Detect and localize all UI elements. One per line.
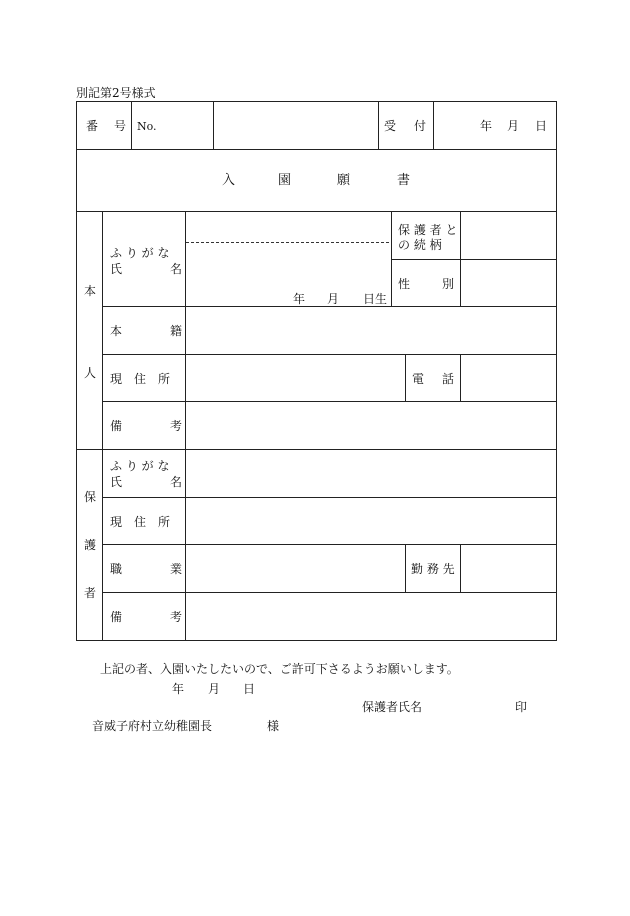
guardian-remarks-label-2: 考 bbox=[170, 610, 183, 624]
birth-year-label: 年 bbox=[293, 292, 306, 306]
applicant-remarks-field[interactable] bbox=[188, 404, 554, 447]
domicile-label-1: 本 bbox=[110, 324, 123, 338]
guardian-signature-field[interactable] bbox=[425, 696, 510, 716]
guardian-furigana-label: ふ り が な bbox=[110, 459, 170, 473]
occupation-label-1: 職 bbox=[110, 562, 123, 576]
applicant-name-label-2: 名 bbox=[170, 262, 183, 276]
phone-field[interactable] bbox=[463, 357, 553, 399]
gender-label-2: 別 bbox=[442, 277, 455, 291]
workplace-field[interactable] bbox=[463, 547, 553, 590]
applicant-address-field[interactable] bbox=[188, 357, 403, 399]
phone-label-1: 電 bbox=[412, 372, 425, 386]
gender-label-1: 性 bbox=[398, 277, 411, 291]
occupation-label-2: 業 bbox=[170, 562, 183, 576]
received-label-2: 付 bbox=[414, 119, 427, 133]
birth-day-label: 日生 bbox=[363, 292, 388, 306]
guardian-remarks-field[interactable] bbox=[188, 595, 554, 638]
applicant-furigana-field[interactable] bbox=[188, 214, 388, 240]
addressee: 音威子府村立幼稚園長 bbox=[92, 719, 213, 733]
guardian-remarks-label-1: 備 bbox=[110, 610, 123, 624]
relation-label-2: の 続 柄 bbox=[398, 238, 442, 252]
birth-month-label: 月 bbox=[327, 292, 340, 306]
domicile-field[interactable] bbox=[188, 309, 554, 352]
guardian-group-label-3: 者 bbox=[84, 586, 97, 600]
guardian-name-field[interactable] bbox=[188, 452, 554, 495]
honorific: 様 bbox=[267, 719, 280, 733]
relation-field[interactable] bbox=[463, 214, 553, 257]
number-label-1: 番 bbox=[86, 119, 99, 133]
phone-label-2: 話 bbox=[442, 372, 455, 386]
guardian-name-label-2: 名 bbox=[170, 475, 183, 489]
applicant-name-label-1: 氏 bbox=[110, 262, 123, 276]
domicile-label-2: 籍 bbox=[170, 324, 183, 338]
seal-label: 印 bbox=[515, 700, 528, 714]
statement: 上記の者、入園いたしたいので、ご許可下さるようお願いします。 bbox=[100, 662, 459, 676]
title-char-4: 書 bbox=[397, 173, 411, 188]
occupation-field[interactable] bbox=[188, 547, 403, 590]
applicant-remarks-label-1: 備 bbox=[110, 419, 123, 433]
received-month-label: 月 bbox=[507, 119, 520, 133]
applicant-address-label: 現 住 所 bbox=[110, 372, 171, 386]
guardian-group-label-1: 保 bbox=[84, 490, 97, 504]
guardian-name-signature-label: 保護者氏名 bbox=[362, 700, 423, 714]
footer-year-label: 年 bbox=[172, 682, 185, 696]
received-day-label: 日 bbox=[535, 119, 548, 133]
footer-day-label: 日 bbox=[243, 682, 256, 696]
title-char-2: 園 bbox=[278, 173, 292, 188]
received-year-label: 年 bbox=[480, 119, 493, 133]
guardian-name-label-1: 氏 bbox=[110, 475, 123, 489]
applicant-name-field[interactable] bbox=[188, 245, 388, 285]
number-label-2: 号 bbox=[114, 119, 127, 133]
received-label-1: 受 bbox=[384, 119, 397, 133]
guardian-address-field[interactable] bbox=[188, 500, 554, 542]
form-label: 別記第2号様式 bbox=[76, 86, 156, 100]
workplace-label: 勤 務 先 bbox=[411, 562, 455, 576]
title-char-3: 願 bbox=[337, 173, 351, 188]
applicant-group-label-2: 人 bbox=[84, 366, 97, 380]
footer-month-label: 月 bbox=[208, 682, 221, 696]
applicant-group-label-1: 本 bbox=[84, 284, 97, 298]
number-prefix: No. bbox=[137, 120, 157, 133]
guardian-address-label: 現 住 所 bbox=[110, 515, 171, 529]
number-field[interactable] bbox=[160, 104, 210, 146]
relation-label-1: 保 護 者 と bbox=[398, 223, 458, 237]
applicant-remarks-label-2: 考 bbox=[170, 419, 183, 433]
title-char-1: 入 bbox=[222, 173, 236, 188]
gender-field[interactable] bbox=[463, 262, 553, 304]
applicant-furigana-label: ふ り が な bbox=[110, 246, 170, 260]
guardian-group-label-2: 護 bbox=[84, 538, 97, 552]
